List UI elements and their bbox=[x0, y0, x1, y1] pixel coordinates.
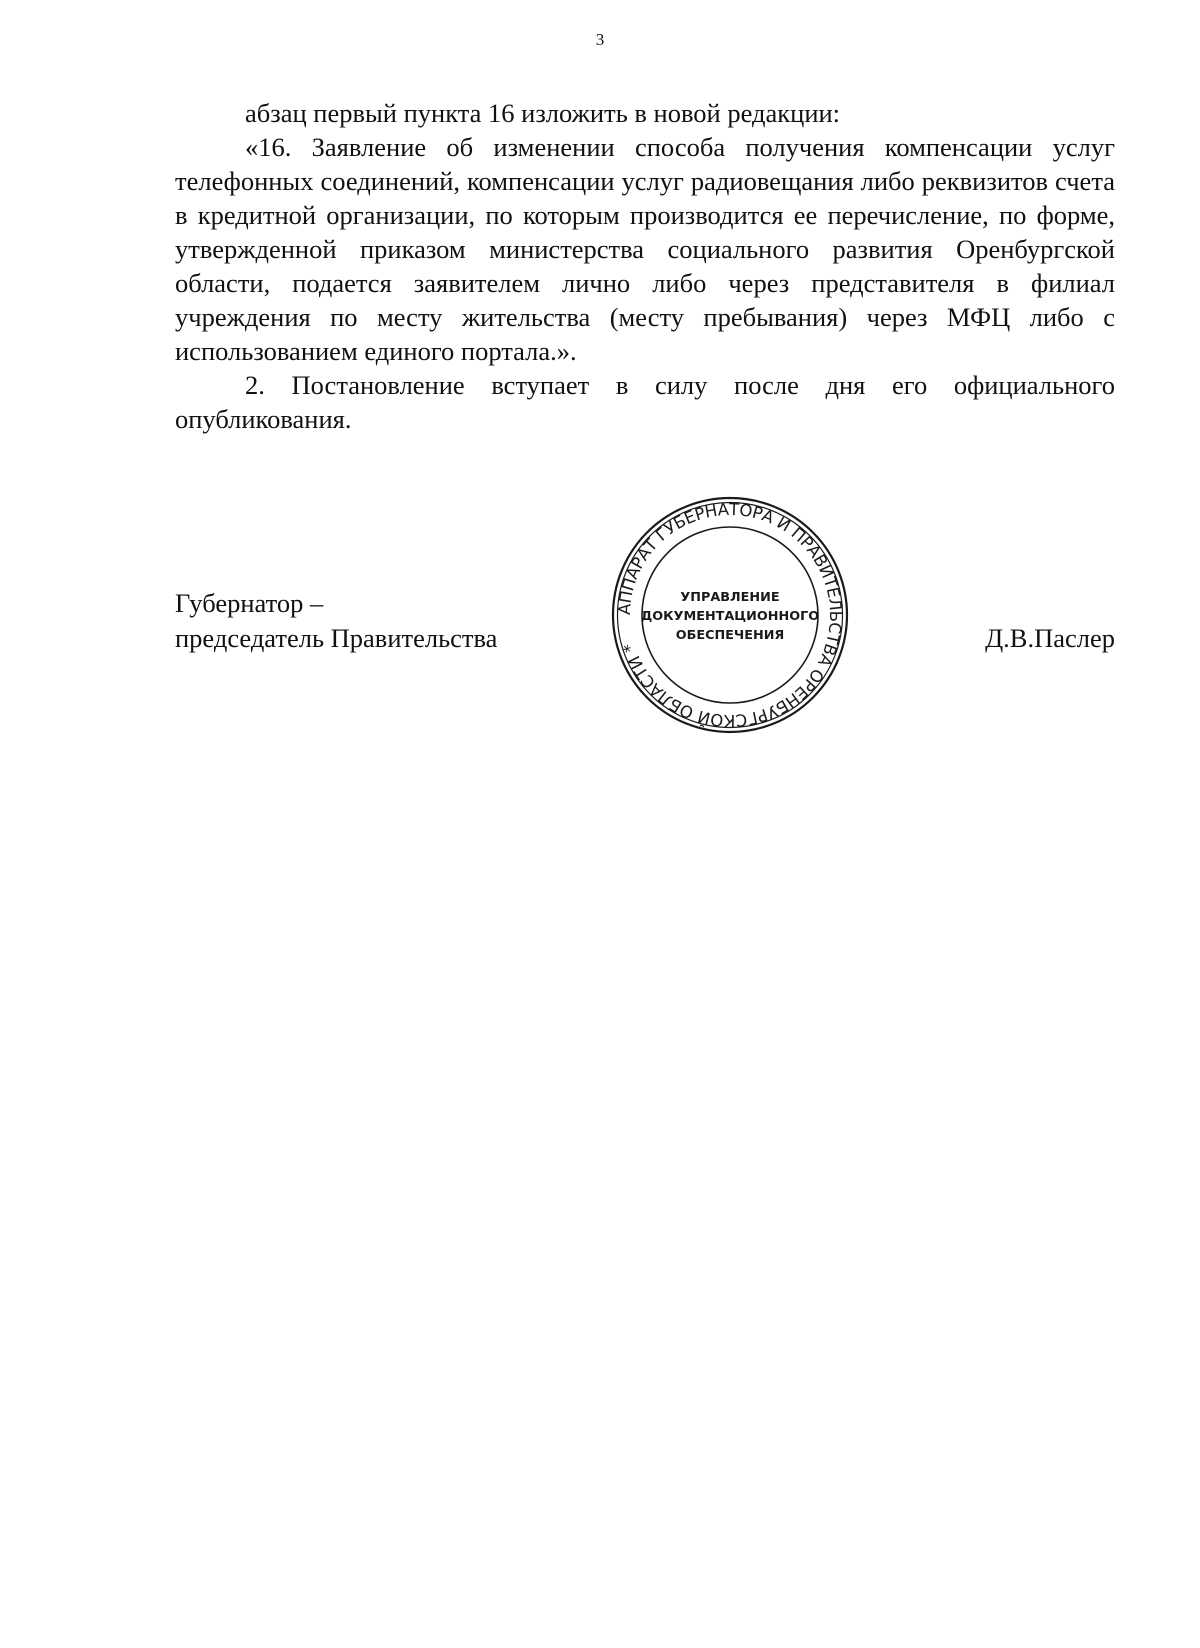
paragraph-effective-date: 2. Постановление вступает в силу после дня его официального опубликования. bbox=[175, 370, 1115, 434]
signatory-title-line-1: Губернатор – bbox=[175, 588, 324, 618]
seal-center-line-1: УПРАВЛЕНИЕ bbox=[680, 590, 780, 605]
seal-center-line-2: ДОКУМЕНТАЦИОННОГО bbox=[640, 609, 820, 624]
signatory-title-line-2: председатель Правительства bbox=[175, 623, 498, 653]
paragraph-amendment-intro: абзац первый пункта 16 изложить в новой редакции: bbox=[245, 98, 841, 128]
official-seal-stamp bbox=[610, 495, 850, 735]
seal-center-line-3: ОБЕСПЕЧЕНИЯ bbox=[675, 628, 785, 643]
document-body bbox=[175, 96, 1115, 436]
page-number: 3 bbox=[595, 30, 605, 49]
paragraph-clause-16: «16. Заявление об изменении способа получения компенсации услуг телефонных соединений, компенсации услуг радиовещания либо реквизитов счета в кредитной организации, по которым производится ее перечисление, по форме, утвержденной приказом министерства социального развития Оренбургской области, подается заявителем лично либо через представителя в филиал учреждения по месту жительства (месту пребывания) через МФЦ либо с использованием единого портала.». bbox=[175, 132, 1115, 366]
signatory-title bbox=[175, 586, 497, 656]
seal-icon bbox=[610, 495, 850, 735]
signatory-name: Д.В.Паслер bbox=[985, 623, 1115, 653]
seal-ring-text: АППАРАТ ГУБЕРНАТОРА И ПРАВИТЕЛЬСТВА ОРЕНБУРГСКОЙ ОБЛАСТИ * bbox=[614, 499, 846, 731]
